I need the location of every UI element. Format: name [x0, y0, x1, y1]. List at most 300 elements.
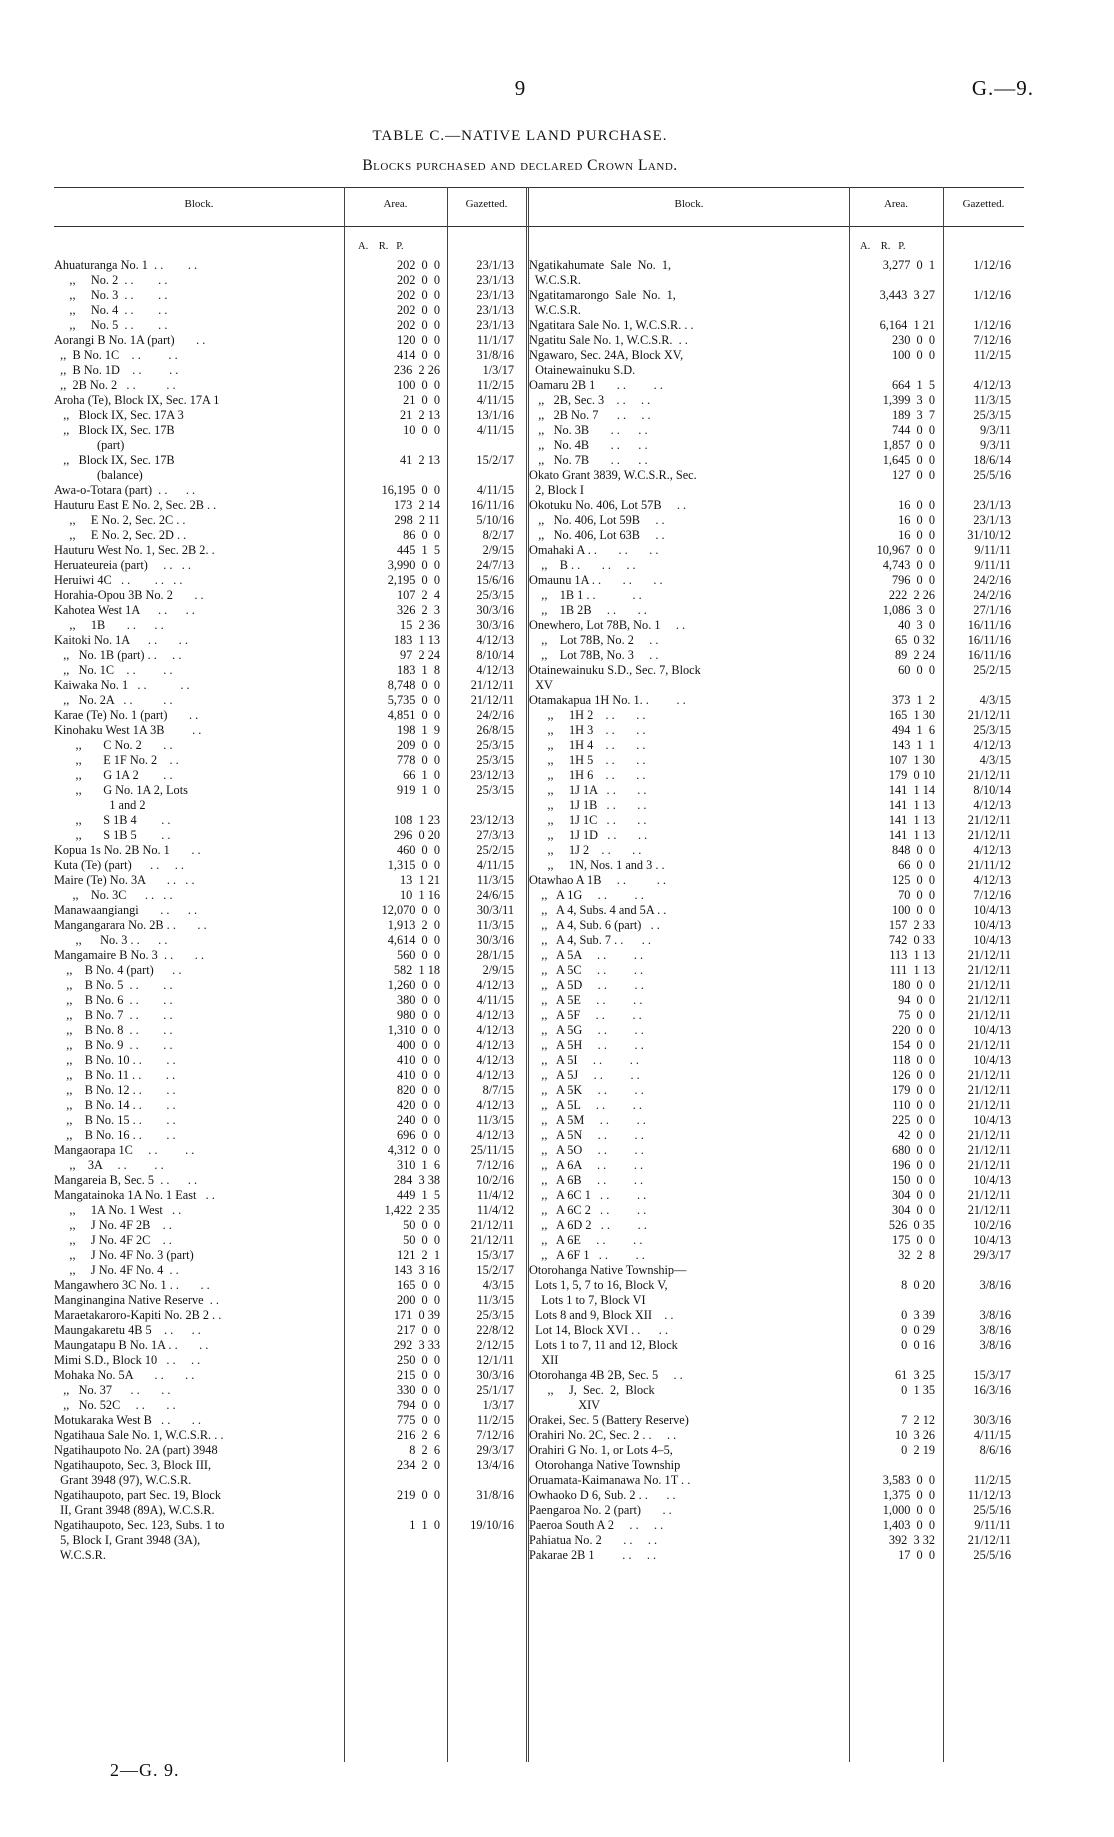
- gazetted-date: 9/3/11: [980, 438, 1011, 452]
- block-name: ,, No. 3B . . . .: [529, 423, 648, 437]
- area-value: 8 0 20: [901, 1278, 935, 1292]
- table-row: [54, 1548, 514, 1563]
- gazetted-date: 4/12/13: [476, 1128, 514, 1142]
- gazetted-date: 16/11/16: [967, 648, 1011, 662]
- gazetted-date: 3/8/16: [979, 1338, 1011, 1352]
- block-name: ,, A 5A . . . .: [529, 948, 644, 962]
- block-name: Mangangarara No. 2B . . . .: [54, 918, 207, 932]
- area-value: 330 0 0: [396, 1383, 440, 1397]
- block-name: ,, 1J 1C . . . .: [529, 813, 647, 827]
- table-row: [529, 483, 1011, 498]
- area-value: 41 2 13: [400, 453, 440, 467]
- table-row: [529, 558, 1011, 573]
- gazetted-date: 31/8/16: [476, 1488, 514, 1502]
- gazetted-date: [440, 438, 514, 453]
- table-row: [54, 843, 514, 858]
- table-row: [529, 423, 1011, 438]
- table-row: [529, 393, 1011, 408]
- table-row: [529, 888, 1011, 903]
- table-row: [54, 1068, 514, 1083]
- block-name: ,, A 5N . . . .: [529, 1128, 644, 1142]
- table-row: [529, 1428, 1011, 1443]
- table-row: [529, 1533, 1011, 1548]
- gazetted-date: 15/3/17: [476, 1248, 514, 1262]
- area-value: [344, 1548, 440, 1563]
- area-value: 127 0 0: [891, 468, 935, 482]
- table-row: [529, 1338, 1011, 1353]
- table-row: [54, 273, 514, 288]
- area-value: 742 0 33: [888, 933, 935, 947]
- area-value: 32 2 8: [898, 1248, 935, 1262]
- gazetted-date: 21/12/11: [470, 693, 514, 707]
- table-row: [529, 1458, 1011, 1473]
- table-row: [54, 978, 514, 993]
- block-name: Aorangi B No. 1A (part) . .: [54, 333, 206, 347]
- block-name: ,, A 5H . . . .: [529, 1038, 644, 1052]
- table-row: [529, 1248, 1011, 1263]
- column-header-gazetted-right: Gazetted.: [962, 198, 1005, 210]
- gazetted-date: 15/6/16: [476, 573, 514, 587]
- gazetted-date: 4/12/13: [476, 1038, 514, 1052]
- block-name: 2, Block I: [529, 483, 584, 497]
- table-row: [54, 1368, 514, 1383]
- gazetted-date: 4/11/15: [476, 393, 514, 407]
- gazetted-date: 11/1/17: [476, 333, 514, 347]
- table-row: [529, 453, 1011, 468]
- table-row: [529, 1503, 1011, 1518]
- area-value: 202 0 0: [396, 288, 440, 302]
- gazetted-date: 4/11/15: [476, 993, 514, 1007]
- block-name: Otorohanga Native Township: [529, 1458, 681, 1472]
- table-row: [54, 423, 514, 438]
- area-value: 304 0 0: [891, 1203, 935, 1217]
- gazetted-date: 21/12/11: [967, 1068, 1011, 1082]
- gazetted-date: 4/12/13: [476, 1053, 514, 1067]
- block-name: W.C.S.R.: [529, 303, 581, 317]
- gazetted-date: 4/12/13: [476, 1008, 514, 1022]
- area-value: 100 0 0: [396, 378, 440, 392]
- area-value: 183 1 8: [396, 663, 440, 677]
- table-row: [529, 693, 1011, 708]
- gazetted-date: 3/8/16: [979, 1308, 1011, 1322]
- gazetted-date: 15/2/17: [476, 453, 514, 467]
- block-name: Maungatapu B No. 1A . . . .: [54, 1338, 209, 1352]
- block-name: ,, B No. 8 . . . .: [54, 1023, 173, 1037]
- table-row: [54, 783, 514, 798]
- area-value: 10 0 0: [403, 423, 440, 437]
- block-name: W.C.S.R.: [529, 273, 581, 287]
- table-row: [54, 1413, 514, 1428]
- table-row: [54, 1038, 514, 1053]
- table-row: [54, 1023, 514, 1038]
- table-row: [54, 918, 514, 933]
- gazetted-date: 1/3/17: [482, 363, 514, 377]
- block-name: ,, A 5E . . . .: [529, 993, 643, 1007]
- table-row: [529, 723, 1011, 738]
- table-row: [54, 1293, 514, 1308]
- gazetted-date: 4/3/15: [482, 1278, 514, 1292]
- area-value: [849, 1353, 935, 1368]
- gazetted-date: 23/12/13: [470, 768, 514, 782]
- gazetted-date: 21/12/11: [470, 678, 514, 692]
- area-value: [344, 1503, 440, 1518]
- area-value: 664 1 5: [891, 378, 935, 392]
- gazetted-date: [935, 1353, 1011, 1368]
- block-name: ,, 1B 2B . . . .: [529, 603, 647, 617]
- block-name: XIV: [529, 1398, 601, 1412]
- area-value: 326 2 3: [396, 603, 440, 617]
- gazetted-date: 8/7/15: [482, 1083, 514, 1097]
- area-value: [344, 1473, 440, 1488]
- area-value: 4,743 0 0: [882, 558, 935, 572]
- block-name: ,, 3A . . . .: [54, 1158, 164, 1172]
- block-name: ,, No. 37 . . . .: [54, 1383, 171, 1397]
- table-row: [529, 438, 1011, 453]
- block-name: Otawhao A 1B . . . .: [529, 873, 666, 887]
- block-name: Pahiatua No. 2 . . . .: [529, 1533, 658, 1547]
- area-value: 66 1 0: [403, 768, 440, 782]
- gazetted-date: [935, 273, 1011, 288]
- gazetted-date: 11/3/15: [476, 1293, 514, 1307]
- gazetted-date: 3/8/16: [979, 1323, 1011, 1337]
- table-row: [529, 588, 1011, 603]
- area-value: 40 3 0: [898, 618, 935, 632]
- block-name: Okato Grant 3839, W.C.S.R., Sec.: [529, 468, 697, 482]
- gazetted-date: 22/8/12: [476, 1323, 514, 1337]
- area-value: 141 1 13: [888, 798, 935, 812]
- block-name: Ngatihaupoto, Sec. 3, Block III,: [54, 1458, 212, 1472]
- block-name: ,, No. 4 . . . .: [54, 303, 168, 317]
- block-name: ,, No. 406, Lot 63B . .: [529, 528, 665, 542]
- block-name: Kaitoki No. 1A . . . .: [54, 633, 188, 647]
- gazetted-date: 21/12/11: [967, 1008, 1011, 1022]
- page-footer: 2—G. 9.: [110, 1760, 180, 1780]
- area-value: 154 0 0: [891, 1038, 935, 1052]
- gazetted-date: 21/12/11: [967, 1533, 1011, 1547]
- gazetted-date: 21/12/11: [470, 1218, 514, 1232]
- block-name: Oamaru 2B 1 . . . .: [529, 378, 663, 392]
- block-name: Orahiri No. 2C, Sec. 2 . . . .: [529, 1428, 677, 1442]
- right-table-column: [529, 258, 1011, 1563]
- table-row: [529, 963, 1011, 978]
- block-name: ,, 1B 1 . . . .: [529, 588, 642, 602]
- area-value: 460 0 0: [396, 843, 440, 857]
- table-row: [54, 993, 514, 1008]
- block-name: ,, A 5L . . . .: [529, 1098, 642, 1112]
- table-row: [54, 1473, 514, 1488]
- block-name: ,, A 1G . . . .: [529, 888, 644, 902]
- gazetted-date: 10/4/13: [973, 1173, 1011, 1187]
- gazetted-date: [935, 678, 1011, 693]
- table-row: [54, 1143, 514, 1158]
- gazetted-date: 24/6/15: [476, 888, 514, 902]
- block-name: Lots 1 to 7, Block VI: [529, 1293, 646, 1307]
- area-value: 126 0 0: [891, 1068, 935, 1082]
- gazetted-date: 4/12/13: [476, 633, 514, 647]
- gazetted-date: 21/11/12: [967, 858, 1011, 872]
- area-value: 414 0 0: [396, 348, 440, 362]
- area-value: 919 1 0: [396, 783, 440, 797]
- table-row: [529, 1068, 1011, 1083]
- table-row: [529, 1008, 1011, 1023]
- area-value: 680 0 0: [891, 1143, 935, 1157]
- gazetted-date: 2/9/15: [482, 963, 514, 977]
- table-row: [54, 723, 514, 738]
- area-value: 70 0 0: [898, 888, 935, 902]
- gazetted-date: 11/2/15: [973, 348, 1011, 362]
- table-row: [54, 363, 514, 378]
- block-name: Karae (Te) No. 1 (part) . .: [54, 708, 199, 722]
- table-row: [54, 288, 514, 303]
- table-row: [54, 1308, 514, 1323]
- gazetted-date: 10/2/16: [476, 1173, 514, 1187]
- gazetted-date: 21/12/11: [967, 1083, 1011, 1097]
- block-name: ,, 2B No. 7 . . . .: [529, 408, 651, 422]
- area-value: 65 0 32: [895, 633, 935, 647]
- block-name: ,, B No. 6 . . . .: [54, 993, 173, 1007]
- area-value: 143 1 1: [891, 738, 935, 752]
- block-name: ,, Lot 78B, No. 2 . .: [529, 633, 659, 647]
- table-row: [54, 1278, 514, 1293]
- area-value: 173 2 14: [393, 498, 440, 512]
- unit-roods: R.: [378, 241, 389, 252]
- block-name: ,, 1J 1D . . . .: [529, 828, 648, 842]
- block-name: Motukaraka West B . . . .: [54, 1413, 202, 1427]
- table-row: [529, 1278, 1011, 1293]
- block-name: Horahia-Opou 3B No. 2 . .: [54, 588, 204, 602]
- block-name: ,, No. 5 . . . .: [54, 318, 168, 332]
- gazetted-date: [935, 483, 1011, 498]
- gazetted-date: 21/12/11: [967, 1128, 1011, 1142]
- table-row: [54, 1398, 514, 1413]
- table-row: [529, 843, 1011, 858]
- gazetted-date: 4/12/13: [973, 738, 1011, 752]
- table-row: [54, 1173, 514, 1188]
- table-row: [54, 798, 514, 813]
- block-name: Otamakapua 1H No. 1. . . .: [529, 693, 686, 707]
- area-value: 4,614 0 0: [387, 933, 440, 947]
- table-row: [54, 543, 514, 558]
- table-row: [529, 1173, 1011, 1188]
- block-name: Ngatihaupoto, Sec. 123, Subs. 1 to: [54, 1518, 225, 1532]
- gazetted-date: 29/3/17: [973, 1248, 1011, 1262]
- table-row: [54, 1383, 514, 1398]
- table-row: [529, 468, 1011, 483]
- gazetted-date: 21/12/11: [470, 1233, 514, 1247]
- table-row: [54, 393, 514, 408]
- gazetted-date: 24/2/16: [973, 573, 1011, 587]
- table-row: [529, 1368, 1011, 1383]
- area-value: 1,310 0 0: [387, 1023, 440, 1037]
- gazetted-date: 10/4/13: [973, 1113, 1011, 1127]
- gazetted-date: 26/8/15: [476, 723, 514, 737]
- block-name: Lots 1, 5, 7 to 16, Block V,: [529, 1278, 668, 1292]
- table-row: [54, 858, 514, 873]
- column-header-area-right: Area.: [883, 198, 909, 210]
- table-row: [54, 933, 514, 948]
- area-value: 240 0 0: [396, 1113, 440, 1127]
- block-name: Ahuaturanga No. 1 . . . .: [54, 258, 198, 272]
- block-name: XV: [529, 678, 553, 692]
- table-row: [529, 768, 1011, 783]
- block-name: ,, A 5O . . . .: [529, 1143, 644, 1157]
- area-value: 494 1 6: [891, 723, 935, 737]
- table-row: [54, 708, 514, 723]
- block-name: Hauturu East E No. 2, Sec. 2B . .: [54, 498, 217, 512]
- block-name: ,, 2B, Sec. 3 . . . .: [529, 393, 651, 407]
- block-name: Mangaorapa 1C . . . .: [54, 1143, 195, 1157]
- header-rule-bottom: [54, 226, 1024, 227]
- gazetted-date: 25/5/16: [973, 1548, 1011, 1562]
- block-name: ,, Block IX, Sec. 17B: [54, 453, 175, 467]
- block-name: ,, B No. 10 . . . .: [54, 1053, 176, 1067]
- gazetted-date: 11/3/15: [476, 1113, 514, 1127]
- table-row: [529, 1203, 1011, 1218]
- block-name: Aroha (Te), Block IX, Sec. 17A 1: [54, 393, 220, 407]
- table-row: [54, 1128, 514, 1143]
- gazetted-date: 4/11/15: [476, 423, 514, 437]
- table-row: [529, 1263, 1011, 1278]
- block-name: Maraetakaroro-Kapiti No. 2B 2 . .: [54, 1308, 222, 1322]
- block-name: Owhaoko D 6, Sub. 2 . . . .: [529, 1488, 676, 1502]
- gazetted-date: 1/12/16: [973, 318, 1011, 332]
- block-name: ,, E No. 2, Sec. 2C . .: [54, 513, 186, 527]
- gazetted-date: 30/3/16: [476, 603, 514, 617]
- gazetted-date: 10/2/16: [973, 1218, 1011, 1232]
- gazetted-date: 28/1/15: [476, 948, 514, 962]
- area-value: 107 2 4: [396, 588, 440, 602]
- block-name: ,, B No. 11 . . . .: [54, 1068, 176, 1082]
- area-value: 1,403 0 0: [882, 1518, 935, 1532]
- block-name: ,, B No. 12 . . . .: [54, 1083, 176, 1097]
- area-value: 141 1 14: [888, 783, 935, 797]
- gazetted-date: 30/3/16: [973, 1413, 1011, 1427]
- area-value: 2,195 0 0: [387, 573, 440, 587]
- gazetted-date: 23/1/13: [476, 273, 514, 287]
- area-value: 445 1 5: [396, 543, 440, 557]
- block-name: ,, J, Sec. 2, Block: [529, 1383, 655, 1397]
- block-name: ,, A 6B . . . .: [529, 1173, 644, 1187]
- gazetted-date: [440, 468, 514, 483]
- block-name: Kahotea West 1A . . . .: [54, 603, 195, 617]
- block-name: Maungakaretu 4B 5 . . . .: [54, 1323, 201, 1337]
- table-row: [529, 318, 1011, 333]
- gazetted-date: 25/11/15: [470, 1143, 514, 1157]
- block-name: Kuta (Te) (part) . . . .: [54, 858, 184, 872]
- block-name: ,, B No. 16 . . . .: [54, 1128, 176, 1142]
- area-value: 0 3 39: [901, 1308, 935, 1322]
- block-name: ,, No. 1B (part) . . . .: [54, 648, 182, 662]
- gazetted-date: 4/12/13: [973, 843, 1011, 857]
- block-name: Oruamata-Kaimanawa No. 1T . .: [529, 1473, 691, 1487]
- block-name: ,, S 1B 5 . .: [54, 828, 171, 842]
- area-value: 165 1 30: [888, 708, 935, 722]
- area-value: 796 0 0: [891, 573, 935, 587]
- block-name: ,, Block IX, Sec. 17B: [54, 423, 175, 437]
- area-value: 980 0 0: [396, 1008, 440, 1022]
- block-name: ,, Lot 78B, No. 3 . .: [529, 648, 659, 662]
- gazetted-date: 8/2/17: [482, 528, 514, 542]
- gazetted-date: 23/12/13: [470, 813, 514, 827]
- table-row: [54, 453, 514, 468]
- table-row: [54, 753, 514, 768]
- block-name: Lot 14, Block XVI . . . .: [529, 1323, 669, 1337]
- area-value: 183 1 13: [393, 633, 440, 647]
- area-value: 215 0 0: [396, 1368, 440, 1382]
- block-name: Ngatitu Sale No. 1, W.C.S.R. . .: [529, 333, 688, 347]
- column-header-block-left: Block.: [184, 198, 214, 210]
- table-row: [529, 708, 1011, 723]
- block-name: Manawaangiangi . . . .: [54, 903, 198, 917]
- table-row: [529, 1083, 1011, 1098]
- table-row: [54, 1533, 514, 1548]
- table-row: [54, 1263, 514, 1278]
- area-value: 209 0 0: [396, 738, 440, 752]
- table-row: [54, 408, 514, 423]
- gazetted-date: [935, 303, 1011, 318]
- area-value: 420 0 0: [396, 1098, 440, 1112]
- table-row: [54, 498, 514, 513]
- block-name: ,, S 1B 4 . .: [54, 813, 171, 827]
- block-name: ,, 2B No. 2 . . . .: [54, 378, 176, 392]
- gazetted-date: [440, 1473, 514, 1488]
- gazetted-date: 11/12/13: [967, 1488, 1011, 1502]
- gazetted-date: 2/12/15: [476, 1338, 514, 1352]
- table-row: [529, 1218, 1011, 1233]
- table-row: [54, 1113, 514, 1128]
- gazetted-date: 4/12/13: [973, 873, 1011, 887]
- block-name: Hauturu West No. 1, Sec. 2B 2. .: [54, 543, 215, 557]
- gazetted-date: 25/3/15: [476, 783, 514, 797]
- table-row: [529, 858, 1011, 873]
- block-name: Kinohaku West 1A 3B . .: [54, 723, 202, 737]
- gazetted-date: 25/5/16: [973, 1503, 1011, 1517]
- block-name: ,, A 5G . . . .: [529, 1023, 644, 1037]
- gazetted-date: 23/1/13: [476, 303, 514, 317]
- table-row: [529, 618, 1011, 633]
- block-name: ,, 1J 1B . . . .: [529, 798, 647, 812]
- gazetted-date: 13/4/16: [476, 1458, 514, 1472]
- area-value: 50 0 0: [403, 1218, 440, 1232]
- area-value: 6,164 1 21: [879, 318, 935, 332]
- table-row: [54, 1188, 514, 1203]
- table-row: [529, 543, 1011, 558]
- block-name: ,, No. 4B . . . .: [529, 438, 648, 452]
- area-value: 113 1 13: [889, 948, 935, 962]
- block-name: XII: [529, 1353, 559, 1367]
- gazetted-date: 21/12/11: [967, 993, 1011, 1007]
- area-value: [849, 273, 935, 288]
- block-name: Otorohanga 4B 2B, Sec. 5 . .: [529, 1368, 683, 1382]
- area-value: 120 0 0: [396, 333, 440, 347]
- area-value: 4,312 0 0: [387, 1143, 440, 1157]
- gazetted-date: 11/2/15: [476, 378, 514, 392]
- block-name: ,, G 1A 2 . .: [54, 768, 173, 782]
- block-name: Ngatikahumate Sale No. 1,: [529, 258, 672, 272]
- gazetted-date: 25/3/15: [476, 753, 514, 767]
- table-row: [529, 873, 1011, 888]
- area-value: 180 0 0: [891, 978, 935, 992]
- area-value: 110 0 0: [892, 1098, 935, 1112]
- block-name: ,, J No. 4F 2C . .: [54, 1233, 172, 1247]
- area-value: 216 2 6: [396, 1428, 440, 1442]
- area-value: 141 1 13: [888, 813, 935, 827]
- block-name: ,, E 1F No. 2 . .: [54, 753, 179, 767]
- table-row: [54, 888, 514, 903]
- table-row: [54, 768, 514, 783]
- table-row: [529, 513, 1011, 528]
- area-value: [344, 438, 440, 453]
